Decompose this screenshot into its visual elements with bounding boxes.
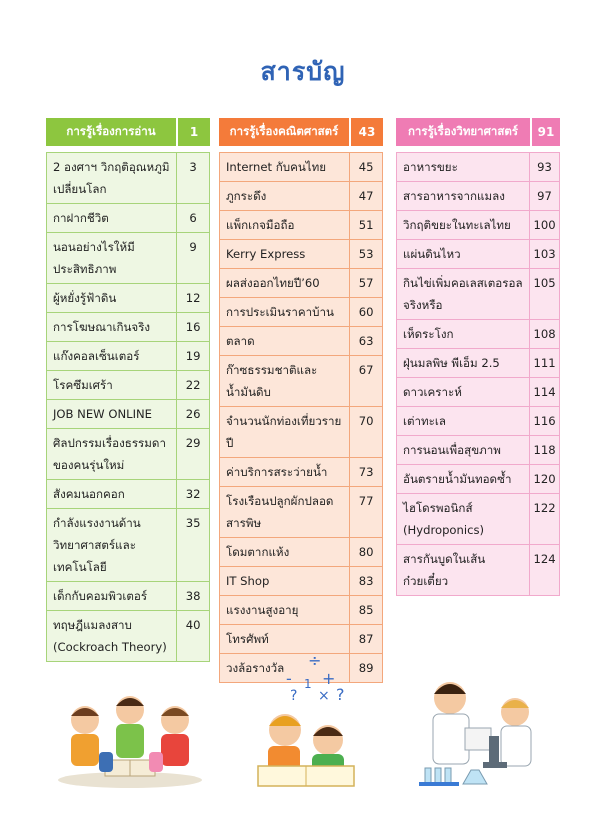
reading-header <box>46 118 210 146</box>
reading-toc-row[interactable] <box>47 313 210 342</box>
toc-entry-title: ศิลปกรรมเรื่องธรรมดาของคนรุ่นใหม่ <box>47 429 177 480</box>
page-title: สารบัญ <box>260 57 346 86</box>
reading-toc-row[interactable] <box>47 371 210 400</box>
math-toc-row[interactable] <box>220 211 383 240</box>
math-toc-row[interactable] <box>220 458 383 487</box>
toc-entry-page: 80 <box>350 538 383 567</box>
science-kids-illustration <box>405 672 550 790</box>
reading-toc-row[interactable] <box>47 611 210 662</box>
science-toc-row[interactable] <box>397 320 560 349</box>
math-toc-table <box>219 152 383 683</box>
math-header <box>219 118 383 146</box>
toc-entry-page: 124 <box>530 545 560 596</box>
toc-entry-page: 105 <box>530 269 560 320</box>
math-toc-row[interactable] <box>220 182 383 211</box>
toc-entry-page: 38 <box>177 582 210 611</box>
toc-entry-title: IT Shop <box>220 567 350 596</box>
toc-entry-page: 67 <box>350 356 383 407</box>
toc-entry-title: อันตรายน้ำมันทอดซ้ำ <box>397 465 530 494</box>
plus-symbol: + <box>322 669 336 688</box>
toc-entry-page: 29 <box>177 429 210 480</box>
toc-entry-page: 118 <box>530 436 560 465</box>
math-toc-row[interactable] <box>220 487 383 538</box>
toc-entry-page: 108 <box>530 320 560 349</box>
toc-entry-title: ตลาด <box>220 327 350 356</box>
science-toc-row[interactable] <box>397 378 560 407</box>
toc-entry-title: สารกันบูดในเส้นก๋วยเตี๋ยว <box>397 545 530 596</box>
toc-entry-title: โดมตากแห้ง <box>220 538 350 567</box>
kids-reading-illustration <box>55 680 205 790</box>
math-toc-row[interactable] <box>220 327 383 356</box>
toc-entry-page: 40 <box>177 611 210 662</box>
toc-entry-title: ก๊าซธรรมชาติและน้ำมันดิบ <box>220 356 350 407</box>
math-toc-row[interactable] <box>220 153 383 182</box>
toc-entry-page: 77 <box>350 487 383 538</box>
science-toc-row[interactable] <box>397 240 560 269</box>
reading-toc-row[interactable] <box>47 284 210 313</box>
toc-entry-page: 70 <box>350 407 383 458</box>
toc-entry-title: การประเมินราคาบ้าน <box>220 298 350 327</box>
minus-symbol: - <box>286 669 292 688</box>
toc-entry-page: 9 <box>177 233 210 284</box>
toc-entry-page: 122 <box>530 494 560 545</box>
toc-entry-title: เด็กกับคอมพิวเตอร์ <box>47 582 177 611</box>
toc-entry-title: กินไข่เพิ่มคอเลสเตอรอลจริงหรือ <box>397 269 530 320</box>
toc-entry-title: กำลังแรงงานด้านวิทยาศาสตร์และเทคโนโลยี <box>47 509 177 582</box>
reading-header-page: 1 <box>176 118 210 146</box>
toc-entry-page: 89 <box>350 654 383 683</box>
reading-toc-row[interactable] <box>47 400 210 429</box>
reading-toc-row[interactable] <box>47 429 210 480</box>
toc-entry-title: การนอนเพื่อสุขภาพ <box>397 436 530 465</box>
science-header-title: การรู้เรื่องวิทยาศาสตร์ <box>407 124 519 138</box>
toc-entry-page: 47 <box>350 182 383 211</box>
toc-entry-title: ผลส่งออกไทยปี’60 <box>220 269 350 298</box>
toc-entry-page: 63 <box>350 327 383 356</box>
math-header-page: 43 <box>349 118 383 146</box>
toc-entry-title: 2 องศาฯ วิกฤติอุณหภูมิเปลี่ยนโลก <box>47 153 177 204</box>
toc-entry-page: 19 <box>177 342 210 371</box>
math-toc-row[interactable] <box>220 356 383 407</box>
toc-entry-page: 6 <box>177 204 210 233</box>
toc-entry-title: JOB NEW ONLINE <box>47 400 177 429</box>
reading-toc-row[interactable] <box>47 233 210 284</box>
toc-entry-title: อาหารขยะ <box>397 153 530 182</box>
toc-entry-title: การโฆษณาเกินจริง <box>47 313 177 342</box>
toc-entry-page: 93 <box>530 153 560 182</box>
science-header <box>396 118 560 146</box>
toc-entry-page: 85 <box>350 596 383 625</box>
one-symbol: 1 <box>304 677 312 691</box>
reading-toc-row[interactable] <box>47 204 210 233</box>
math-toc-row[interactable] <box>220 407 383 458</box>
toc-entry-title: แพ็กเกจมือถือ <box>220 211 350 240</box>
math-toc-row[interactable] <box>220 269 383 298</box>
toc-entry-page: 45 <box>350 153 383 182</box>
toc-entry-page: 32 <box>177 480 210 509</box>
math-toc-row[interactable] <box>220 567 383 596</box>
toc-entry-page: 53 <box>350 240 383 269</box>
science-toc-row[interactable] <box>397 211 560 240</box>
science-toc-row[interactable] <box>397 494 560 545</box>
toc-entry-page: 22 <box>177 371 210 400</box>
toc-entry-title: โรงเรือนปลูกผักปลอดสารพิษ <box>220 487 350 538</box>
science-toc-row[interactable] <box>397 545 560 596</box>
toc-entry-page: 120 <box>530 465 560 494</box>
math-toc-row[interactable] <box>220 596 383 625</box>
science-toc-table <box>396 152 560 596</box>
toc-entry-title: ฝุ่นมลพิษ พีเอ็ม 2.5 <box>397 349 530 378</box>
division-symbol: ÷ <box>308 651 322 670</box>
reading-toc-table <box>46 152 210 662</box>
math-toc-row[interactable] <box>220 298 383 327</box>
toc-entry-title: แผ่นดินไหว <box>397 240 530 269</box>
toc-entry-title: โรคซึมเศร้า <box>47 371 177 400</box>
toc-entry-title: เต่าทะเล <box>397 407 530 436</box>
toc-entry-page: 116 <box>530 407 560 436</box>
reading-toc-row[interactable] <box>47 509 210 582</box>
toc-entry-title: นอนอย่างไรให้มีประสิทธิภาพ <box>47 233 177 284</box>
reading-toc-row[interactable] <box>47 480 210 509</box>
toc-entry-page: 3 <box>177 153 210 204</box>
toc-entry-title: ทฤษฎีแมลงสาบ (Cockroach Theory) <box>47 611 177 662</box>
toc-entry-page: 111 <box>530 349 560 378</box>
toc-entry-title: เห็ดระโงก <box>397 320 530 349</box>
toc-entry-page: 26 <box>177 400 210 429</box>
toc-entry-title: กาฝากชีวิต <box>47 204 177 233</box>
toc-entry-title: แรงงานสูงอายุ <box>220 596 350 625</box>
toc-entry-page: 103 <box>530 240 560 269</box>
toc-entry-title: ไฮโดรพอนิกส์ (Hydroponics) <box>397 494 530 545</box>
toc-entry-title: แก๊งคอลเซ็นเตอร์ <box>47 342 177 371</box>
question-symbol: ? <box>336 685 345 704</box>
toc-entry-page: 114 <box>530 378 560 407</box>
toc-entry-page: 35 <box>177 509 210 582</box>
science-toc-row[interactable] <box>397 153 560 182</box>
toc-entry-title: ค่าบริการสระว่ายน้ำ <box>220 458 350 487</box>
science-toc-row[interactable] <box>397 349 560 378</box>
math-header-title: การรู้เรื่องคณิตศาสตร์ <box>229 124 339 138</box>
toc-entry-title: วงล้อรางวัล <box>220 654 350 683</box>
toc-entry-title: Kerry Express <box>220 240 350 269</box>
toc-entry-title: สารอาหารจากแมลง <box>397 182 530 211</box>
times-symbol: × <box>318 688 330 704</box>
toc-entry-page: 87 <box>350 625 383 654</box>
reading-header-title: การรู้เรื่องการอ่าน <box>66 124 156 138</box>
toc-entry-title: วิกฤติขยะในทะเลไทย <box>397 211 530 240</box>
toc-entry-title: ผู้หยั่งรู้ฟ้าดิน <box>47 284 177 313</box>
toc-entry-page: 16 <box>177 313 210 342</box>
math-kids-illustration <box>240 650 370 790</box>
reading-toc-row[interactable] <box>47 342 210 371</box>
science-toc-row[interactable] <box>397 182 560 211</box>
toc-entry-title: สังคมนอกคอก <box>47 480 177 509</box>
toc-entry-page: 100 <box>530 211 560 240</box>
toc-entry-title: ภูกระดึง <box>220 182 350 211</box>
math-toc-row[interactable] <box>220 240 383 269</box>
toc-entry-page: 73 <box>350 458 383 487</box>
toc-entry-page: 97 <box>530 182 560 211</box>
toc-entry-title: โทรศัพท์ <box>220 625 350 654</box>
math-toc-row[interactable] <box>220 538 383 567</box>
toc-entry-page: 83 <box>350 567 383 596</box>
toc-entry-title: Internet กับคนไทย <box>220 153 350 182</box>
toc-entry-page: 51 <box>350 211 383 240</box>
science-header-page: 91 <box>530 118 560 146</box>
science-toc-row[interactable] <box>397 269 560 320</box>
science-toc-row[interactable] <box>397 465 560 494</box>
science-toc-row[interactable] <box>397 436 560 465</box>
toc-entry-title: ดาวเคราะห์ <box>397 378 530 407</box>
toc-entry-page: 57 <box>350 269 383 298</box>
question-symbol-2: ? <box>290 688 298 704</box>
toc-entry-page: 12 <box>177 284 210 313</box>
toc-entry-title: จำนวนนักท่องเที่ยวรายปี <box>220 407 350 458</box>
reading-toc-row[interactable] <box>47 582 210 611</box>
toc-entry-page: 60 <box>350 298 383 327</box>
science-toc-row[interactable] <box>397 407 560 436</box>
reading-toc-row[interactable] <box>47 153 210 204</box>
